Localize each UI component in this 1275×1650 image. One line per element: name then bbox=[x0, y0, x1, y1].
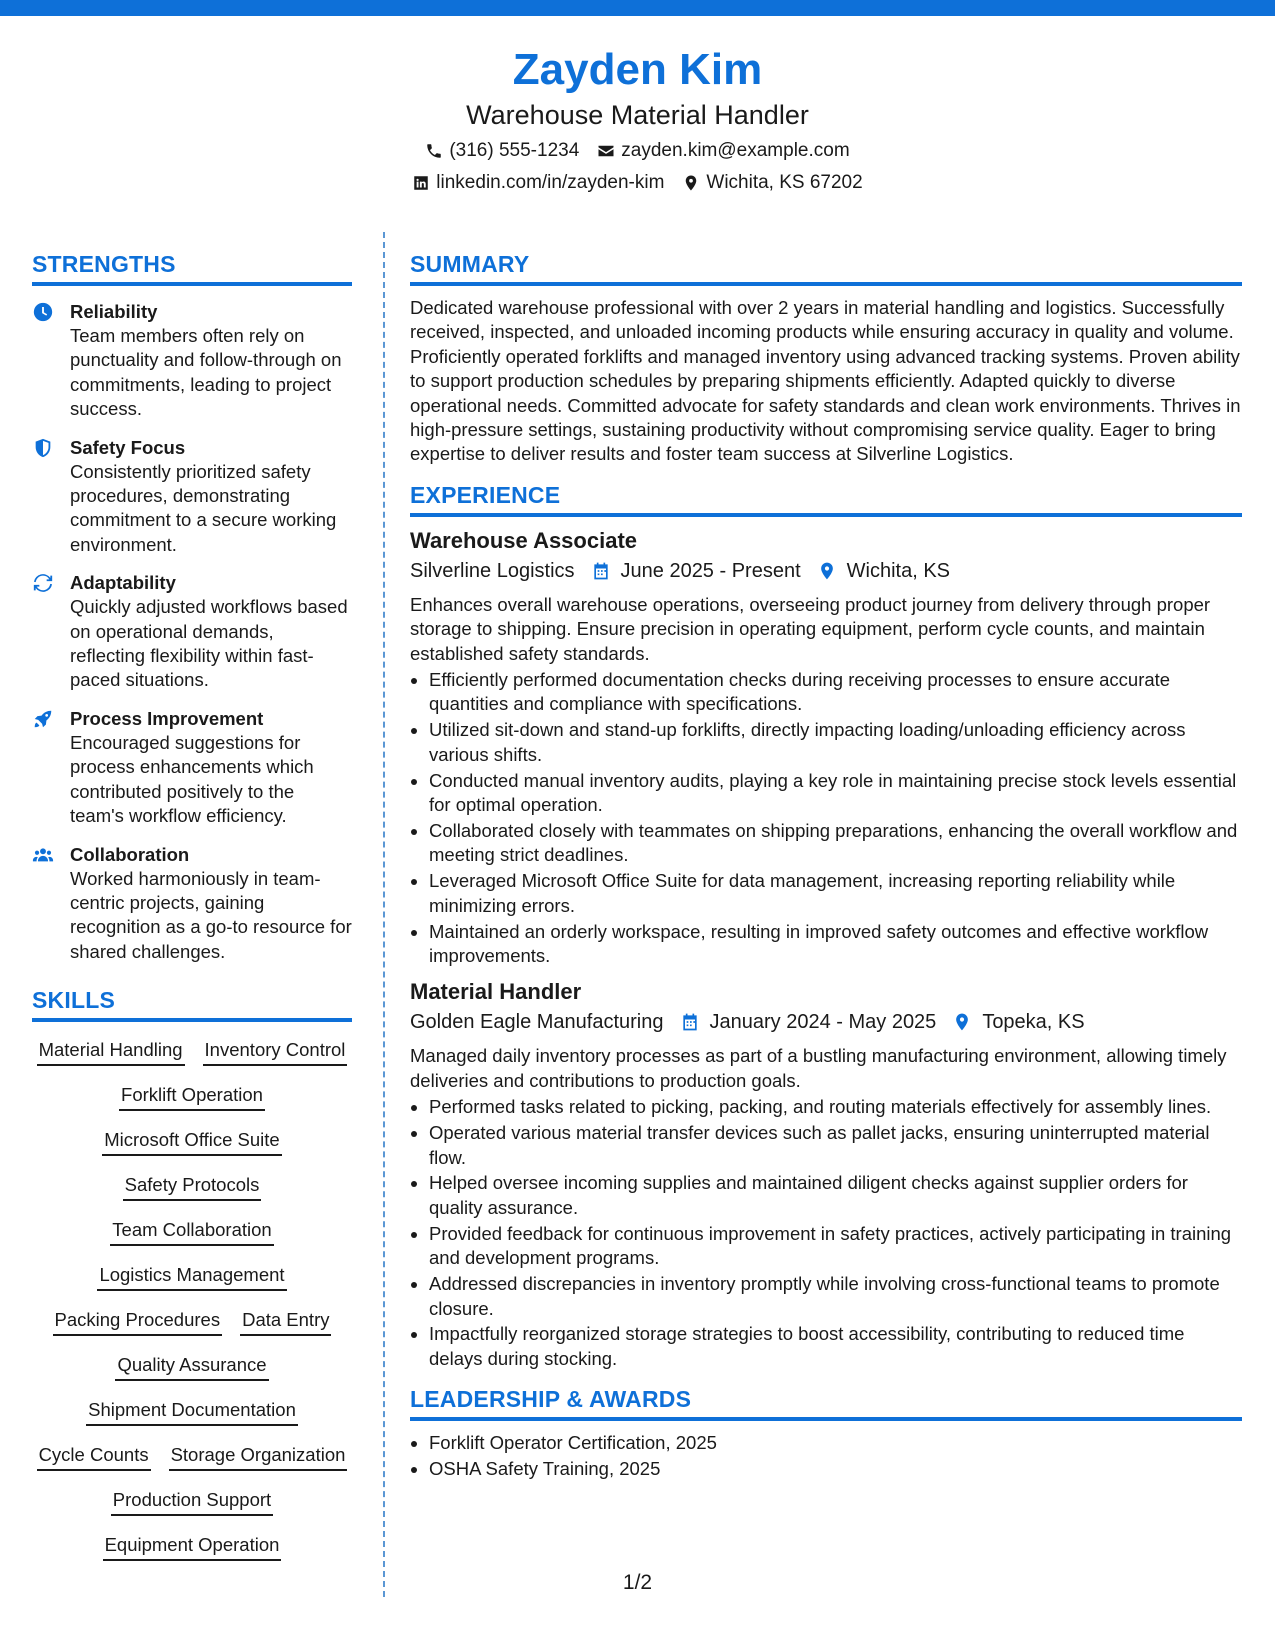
page-number: 1/2 bbox=[622, 1571, 653, 1594]
location-text: Wichita, KS 67202 bbox=[706, 172, 863, 193]
top-accent-bar bbox=[0, 0, 1275, 16]
clock-icon bbox=[32, 301, 54, 323]
strength-item bbox=[32, 436, 352, 558]
strength-item bbox=[32, 707, 352, 829]
skills-heading: SKILLS bbox=[32, 986, 352, 1022]
shield-icon bbox=[32, 437, 54, 459]
bullet-item: Impactfully reorganized storage strategies to boost accessibility, contributing to reduced time delays during stocking. bbox=[410, 1322, 1242, 1371]
linkedin-text: linkedin.com/in/zayden-kim bbox=[436, 172, 665, 193]
strength-title: Reliability bbox=[70, 301, 158, 322]
skill-tag: Production Support bbox=[111, 1488, 273, 1516]
job-dates: June 2025 - Present bbox=[620, 559, 801, 582]
skill-tag: Team Collaboration bbox=[110, 1218, 273, 1246]
experience-heading: EXPERIENCE bbox=[410, 481, 1242, 517]
skill-tag: Packing Procedures bbox=[53, 1308, 223, 1336]
map-pin-icon bbox=[952, 1012, 972, 1032]
bullet-item: Maintained an orderly workspace, resulting in improved safety outcomes and effective workflow improvements. bbox=[410, 920, 1242, 969]
phone-text: (316) 555-1234 bbox=[449, 140, 580, 161]
location-contact bbox=[682, 170, 862, 196]
bullet-item: Helped oversee incoming supplies and maintained diligent checks against supplier orders for quality assurance. bbox=[410, 1171, 1242, 1220]
job-title: Material Handler bbox=[410, 979, 582, 1005]
skill-tag: Logistics Management bbox=[97, 1263, 286, 1291]
bullet-item: Operated various material transfer devices such as pallet jacks, ensuring uninterrupted material flow. bbox=[410, 1121, 1242, 1170]
map-pin-icon bbox=[817, 561, 837, 581]
strengths-heading: STRENGTHS bbox=[32, 250, 352, 286]
phone-icon bbox=[425, 142, 443, 160]
bullet-item: Utilized sit-down and stand-up forklifts, directly impacting loading/unloading efficiency across various shifts. bbox=[410, 718, 1242, 767]
skill-tag: Data Entry bbox=[240, 1308, 331, 1336]
strength-title: Collaboration bbox=[70, 843, 190, 865]
job-meta bbox=[410, 557, 1242, 585]
bullet-item: Addressed discrepancies in inventory promptly while involving cross-functional teams to promote closure. bbox=[410, 1272, 1242, 1321]
skill-tag: Microsoft Office Suite bbox=[102, 1128, 281, 1156]
job-bullets bbox=[410, 668, 1242, 968]
linkedin-contact[interactable] bbox=[412, 170, 664, 196]
job-location: Wichita, KS bbox=[846, 559, 950, 582]
bullet-item: Provided feedback for continuous improvement in safety practices, actively participating in training and development programs. bbox=[410, 1222, 1242, 1271]
column-divider bbox=[383, 232, 385, 1597]
job-title: Warehouse Associate bbox=[410, 527, 638, 553]
strength-desc: Worked harmoniously in team-centric projects, gaining recognition as a go-to resource for shared challenges. bbox=[70, 867, 352, 962]
right-column bbox=[410, 250, 1242, 1483]
email-contact[interactable] bbox=[597, 138, 849, 164]
calendar-icon bbox=[680, 1012, 700, 1032]
strength-item bbox=[32, 843, 352, 965]
skill-tag: Inventory Control bbox=[203, 1038, 348, 1066]
contact-line-1 bbox=[0, 138, 1275, 164]
map-pin-icon bbox=[682, 174, 700, 192]
linkedin-icon bbox=[412, 174, 430, 192]
skill-tag: Equipment Operation bbox=[103, 1533, 282, 1561]
skill-tag: Forklift Operation bbox=[119, 1083, 265, 1111]
candidate-name: Zayden Kim bbox=[512, 45, 763, 94]
strength-desc: Encouraged suggestions for process enhancements which contributed positively to the team's workflow efficiency. bbox=[70, 731, 314, 827]
strength-desc: Quickly adjusted workflows based on operational demands, reflecting flexibility within fast-paced situations. bbox=[70, 596, 348, 691]
award-item: OSHA Safety Training, 2025 bbox=[410, 1457, 1242, 1481]
skills-list bbox=[32, 1038, 352, 1561]
job-company: Golden Eagle Manufacturing bbox=[410, 1011, 664, 1034]
job-dates: January 2024 - May 2025 bbox=[709, 1011, 937, 1034]
job-entry bbox=[410, 978, 1242, 1371]
job-company: Silverline Logistics bbox=[410, 559, 575, 582]
rocket-icon bbox=[32, 708, 54, 730]
skill-tag: Storage Organization bbox=[169, 1443, 348, 1471]
email-text: zayden.kim@example.com bbox=[621, 140, 850, 161]
strength-title: Adaptability bbox=[70, 572, 176, 594]
envelope-icon bbox=[597, 142, 615, 160]
calendar-icon bbox=[591, 561, 611, 581]
strength-desc: Consistently prioritized safety procedures, demonstrating commitment to a secure working environment. bbox=[70, 460, 337, 555]
job-bullets bbox=[410, 1095, 1242, 1371]
bullet-item: Collaborated closely with teammates on shipping preparations, enhancing the overall workflow and meeting strict deadlines. bbox=[410, 819, 1242, 868]
job-entry bbox=[410, 527, 1242, 969]
bullet-item: Performed tasks related to picking, packing, and routing materials effectively for assembly lines. bbox=[410, 1095, 1242, 1119]
leadership-list bbox=[410, 1431, 1242, 1481]
left-column bbox=[32, 250, 352, 1561]
skill-tag: Shipment Documentation bbox=[86, 1398, 298, 1426]
skill-tag: Quality Assurance bbox=[115, 1353, 268, 1381]
strength-title: Safety Focus bbox=[70, 436, 186, 458]
strength-title: Process Improvement bbox=[70, 707, 264, 729]
candidate-role: Warehouse Material Handler bbox=[466, 100, 809, 130]
sync-icon bbox=[32, 572, 54, 594]
bullet-item: Conducted manual inventory audits, playing a key role in maintaining precise stock levels essential for optimal operation. bbox=[410, 769, 1242, 818]
skill-tag: Cycle Counts bbox=[37, 1443, 151, 1471]
skill-tag: Material Handling bbox=[37, 1038, 185, 1066]
skill-tag: Safety Protocols bbox=[123, 1173, 262, 1201]
contact-line-2 bbox=[0, 170, 1275, 196]
phone-contact[interactable] bbox=[425, 138, 579, 164]
strength-item bbox=[32, 571, 352, 693]
job-description: Enhances overall warehouse operations, overseeing product journey from delivery through proper storage to shipping. Ensure precision in operating equipment, perform cycle counts, and maintain established safety standards. bbox=[410, 593, 1211, 664]
resume-header bbox=[0, 44, 1275, 196]
strength-desc: Team members often rely on punctuality and follow-through on commitments, leading to project success. bbox=[70, 325, 342, 420]
job-location: Topeka, KS bbox=[982, 1011, 1085, 1034]
users-icon bbox=[32, 844, 54, 866]
award-item: Forklift Operator Certification, 2025 bbox=[410, 1431, 1242, 1455]
job-meta bbox=[410, 1008, 1242, 1036]
summary-text: Dedicated warehouse professional with over 2 years in material handling and logistics. Successfully received, inspected, and unloaded incoming products while ensuring accuracy in quality and volume. Proficiently operated forklifts and managed inventory using advanced tracking systems. Proven ability to support production schedules by preparing shipments efficiently. Adapted quickly to diverse operational needs. Committed advocate for safety standards and clean work environments. Thrives in high-pressure settings, sustaining productivity without compromising service quality. Eager to bring expertise to deliver results and foster team success at Silverline Logistics. bbox=[410, 297, 1241, 465]
bullet-item: Leveraged Microsoft Office Suite for data management, increasing reporting reliability while minimizing errors. bbox=[410, 869, 1242, 918]
bullet-item: Efficiently performed documentation checks during receiving processes to ensure accurate quantities and compliance with specifications. bbox=[410, 668, 1242, 717]
strength-item bbox=[32, 300, 352, 422]
summary-heading: SUMMARY bbox=[410, 250, 1242, 286]
leadership-heading: LEADERSHIP & AWARDS bbox=[410, 1385, 1242, 1421]
job-description: Managed daily inventory processes as part of a bustling manufacturing environment, allowing timely deliveries and contributions to production goals. bbox=[410, 1045, 1227, 1091]
